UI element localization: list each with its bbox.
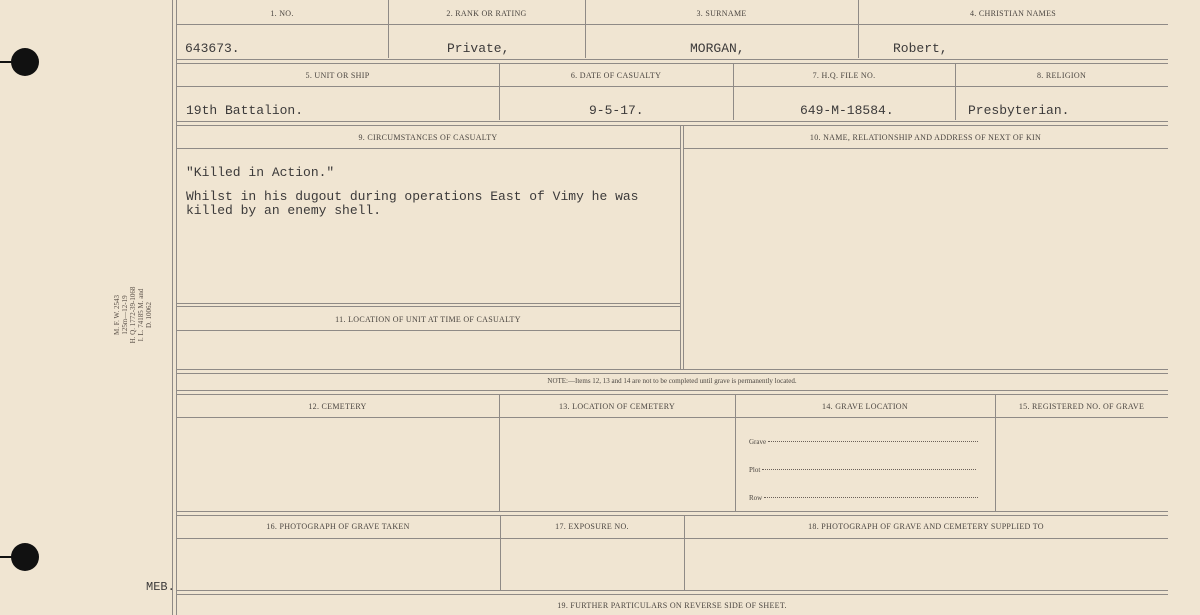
header-religion: 8. RELIGION xyxy=(1036,71,1087,80)
header-location-of-cemetery: 13. LOCATION OF CEMETERY xyxy=(558,402,676,411)
header-number: 1. NO. xyxy=(270,9,294,18)
value-circumstances-1: "Killed in Action." xyxy=(186,165,335,180)
row1-bottom-rule xyxy=(176,59,1168,64)
header-grave-location: 14. GRAVE LOCATION xyxy=(822,402,908,411)
punch-hole-top-line xyxy=(0,61,20,63)
header-location-of-unit: 11. LOCATION OF UNIT AT TIME OF CASUALTY xyxy=(335,315,521,324)
row4-bottom-rule xyxy=(176,369,1168,374)
row3-div-b xyxy=(683,125,684,370)
row2-bottom-rule xyxy=(176,121,1168,126)
header-date: 6. DATE OF CASUALTY xyxy=(570,71,662,80)
row-field: Row xyxy=(749,494,978,502)
row5-top-rule xyxy=(176,390,1168,395)
header-unit: 5. UNIT OR SHIP xyxy=(305,71,370,80)
header-circumstances: 9. CIRCUMSTANCES OF CASUALTY xyxy=(358,133,498,142)
row1-top-line xyxy=(176,24,1168,25)
grave-field: Grave xyxy=(749,438,978,446)
header-christian-names: 4. CHRISTIAN NAMES xyxy=(969,9,1057,18)
header-registered-no: 15. REGISTERED NO. OF GRAVE xyxy=(1018,402,1145,411)
row4-top-line xyxy=(176,303,680,304)
header-photograph-supplied: 18. PHOTOGRAPH OF GRAVE AND CEMETERY SUPPLIED TO xyxy=(808,522,1044,531)
row6-header-line xyxy=(176,538,1168,539)
value-number: 643673. xyxy=(185,41,240,56)
row3-header-line-right xyxy=(683,148,1168,149)
header-cemetery: 12. CEMETERY xyxy=(308,402,367,411)
value-religion: Presbyterian. xyxy=(968,103,1070,118)
header-photograph-taken: 16. PHOTOGRAPH OF GRAVE TAKEN xyxy=(266,522,410,531)
row5-div-3 xyxy=(995,394,996,511)
row4-top-line-b xyxy=(176,306,680,307)
value-christian-names: Robert, xyxy=(893,41,948,56)
header-exposure-no: 17. EXPOSURE NO. xyxy=(555,522,629,531)
row3-header-line-left xyxy=(176,148,680,149)
plot-field: Plot xyxy=(749,466,976,474)
value-surname: MORGAN, xyxy=(690,41,745,56)
header-surname: 3. SURNAME xyxy=(696,9,747,18)
row2-header-line xyxy=(176,86,1168,87)
clerk-initials: MEB. xyxy=(146,580,175,594)
value-unit: 19th Battalion. xyxy=(186,103,304,118)
punch-hole-bottom-line xyxy=(0,556,20,558)
footer-further-particulars: 19. FURTHER PARTICULARS ON REVERSE SIDE OF SHEET. xyxy=(557,601,787,610)
row5-header-line xyxy=(176,417,1168,418)
row6-top-rule xyxy=(176,511,1168,516)
row5-div-1 xyxy=(499,394,500,511)
side-print-code: M. F. W. 2543 125m—12-19 H. Q. 1772-39-1068 I. L. 74185 M. and D. 10062 xyxy=(113,286,153,344)
header-file-no: 7. H.Q. FILE NO. xyxy=(812,71,876,80)
row3-div xyxy=(680,125,681,370)
value-circumstances-2: Whilst in his dugout during operations East of Vimy he was killed by an enemy shell. xyxy=(186,189,639,218)
value-date: 9-5-17. xyxy=(589,103,644,118)
row7-top-rule xyxy=(176,590,1168,595)
header-next-of-kin: 10. NAME, RELATIONSHIP AND ADDRESS OF NEXT OF KIN xyxy=(809,133,1042,142)
value-file-no: 649-M-18584. xyxy=(800,103,894,118)
row5-div-2 xyxy=(735,394,736,511)
row4-header-line xyxy=(176,330,680,331)
header-rank: 2. RANK OR RATING xyxy=(446,9,527,18)
value-rank: Private, xyxy=(447,41,510,56)
note-text: NOTE:—Items 12, 13 and 14 are not to be completed until grave is permanently located. xyxy=(547,377,797,385)
